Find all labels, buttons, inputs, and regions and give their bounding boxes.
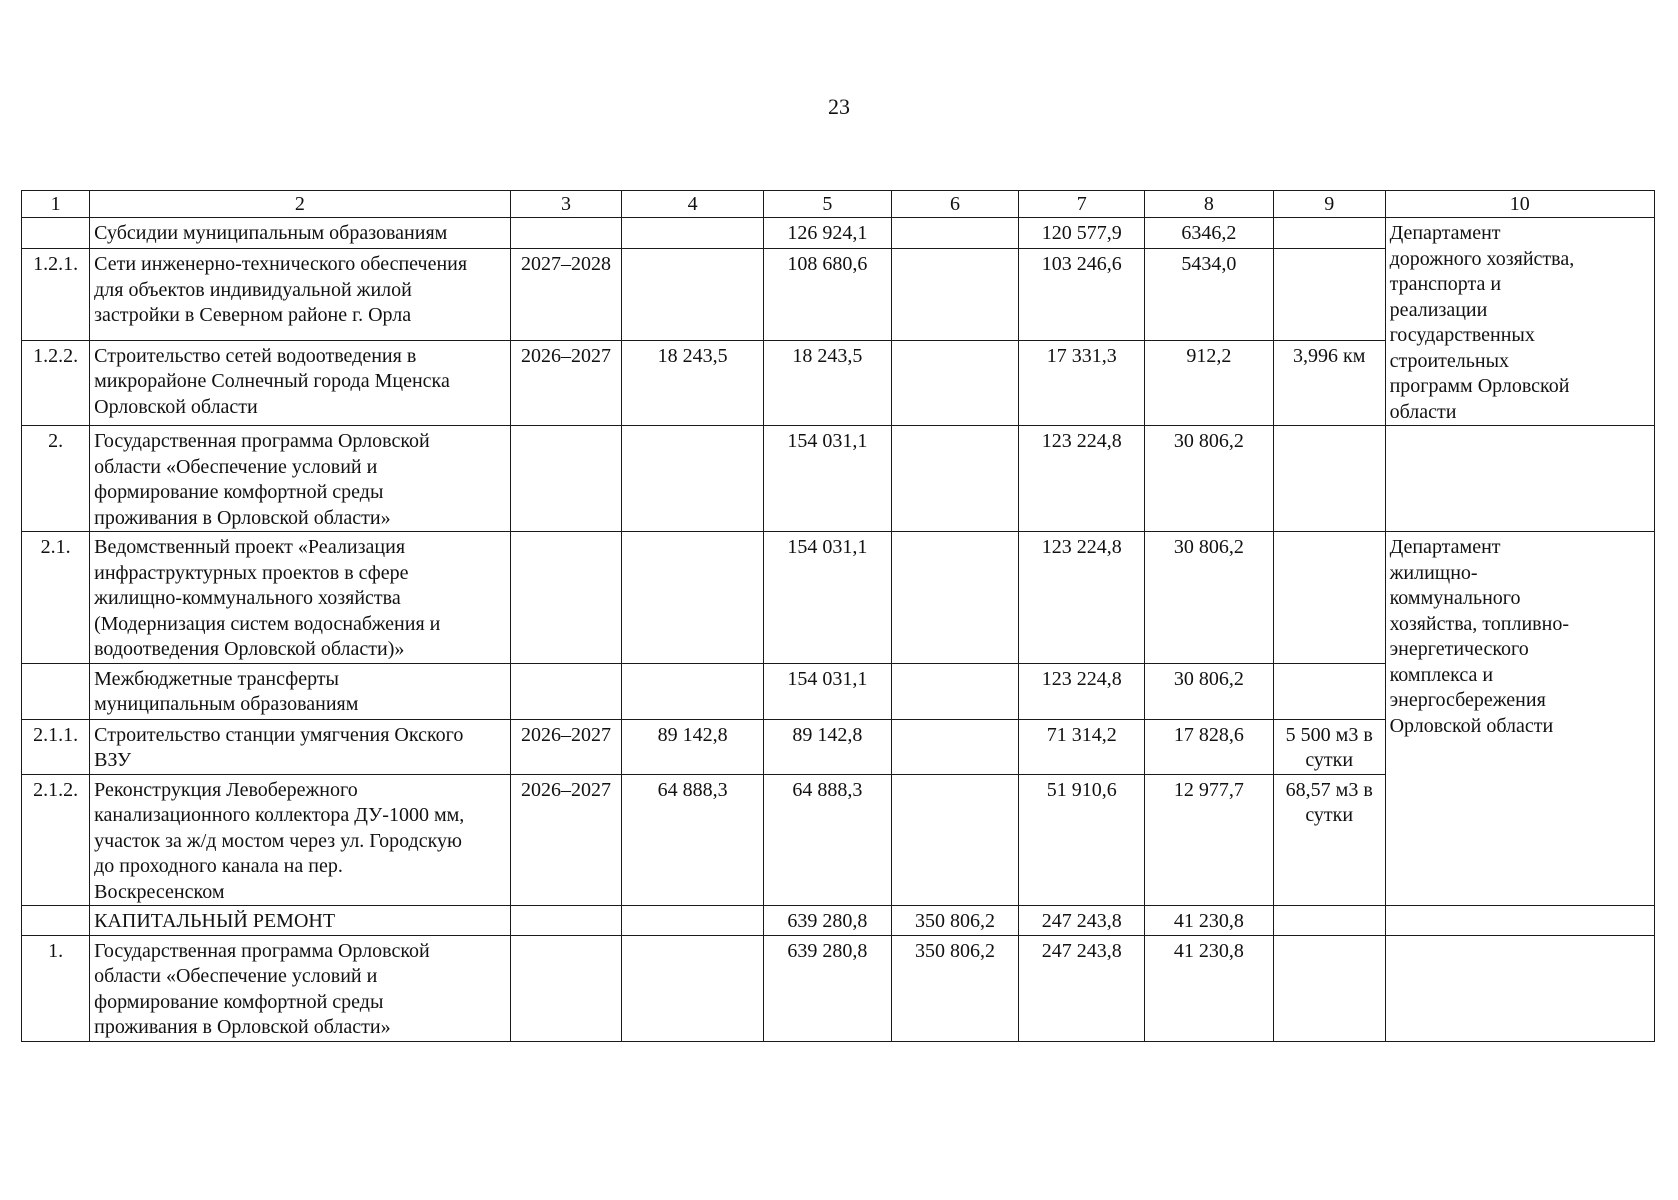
row-number-cell: 2.1.1. [22,719,90,774]
period-cell [510,218,622,249]
value-cell [891,663,1019,719]
value-cell: 154 031,1 [763,663,891,719]
value-cell: 30 806,2 [1145,663,1274,719]
period-cell: 2026–2027 [510,719,622,774]
value-cell: 64 888,3 [763,774,891,906]
value-cell: 350 806,2 [891,935,1019,1041]
value-cell: 912,2 [1145,340,1274,425]
period-cell: 2026–2027 [510,340,622,425]
value-cell: 5434,0 [1145,249,1274,341]
value-cell: 123 224,8 [1019,532,1145,664]
value-cell: 126 924,1 [763,218,891,249]
row-number-cell: 1.2.1. [22,249,90,341]
value-cell [622,218,764,249]
name-cell: Строительство станции умягчения Окского ВЗУ [90,719,510,774]
value-cell: 108 680,6 [763,249,891,341]
header-cell: 5 [763,191,891,218]
period-cell [510,663,622,719]
table-row [22,532,1655,664]
value-cell: 64 888,3 [622,774,764,906]
table-row [22,218,1655,249]
name-cell: Государственная программа Орловской области «Обеспечение условий и формирование комфортной среды проживания в Орловской области» [90,426,510,532]
name-cell: Государственная программа Орловской области «Обеспечение условий и формирование комфортной среды проживания в Орловской области» [90,935,510,1041]
header-cell: 7 [1019,191,1145,218]
value-cell [891,218,1019,249]
period-cell [510,906,622,936]
row-number-cell [22,218,90,249]
department-cell: Департамент жилищно- коммунального хозяйства, топливно- энергетического комплекса и энергосбережения Орловской области [1385,532,1654,906]
program-table [21,190,1655,1042]
value-cell: 51 910,6 [1019,774,1145,906]
value-cell: 6346,2 [1145,218,1274,249]
department-cell [1385,906,1654,936]
header-cell: 2 [90,191,510,218]
department-cell: Департамент дорожного хозяйства, транспорта и реализации государственных строительных программ Орловской области [1385,218,1654,426]
value-cell: 41 230,8 [1145,935,1274,1041]
value-cell: 17 828,6 [1145,719,1274,774]
value-cell [622,935,764,1041]
header-cell: 3 [510,191,622,218]
value-cell: 71 314,2 [1019,719,1145,774]
capacity-cell [1273,906,1385,936]
table-row [22,906,1655,936]
value-cell: 30 806,2 [1145,426,1274,532]
value-cell: 154 031,1 [763,532,891,664]
capacity-cell: 68,57 м3 в сутки [1273,774,1385,906]
period-cell [510,426,622,532]
value-cell: 41 230,8 [1145,906,1274,936]
value-cell: 89 142,8 [763,719,891,774]
period-cell [510,532,622,664]
name-cell: Строительство сетей водоотведения в микрорайоне Солнечный города Мценска Орловской области [90,340,510,425]
value-cell: 123 224,8 [1019,426,1145,532]
value-cell [891,532,1019,664]
value-cell [891,774,1019,906]
department-cell [1385,426,1654,532]
value-cell [891,340,1019,425]
table-row [22,935,1655,1041]
name-cell: Сети инженерно-технического обеспечения для объектов индивидуальной жилой застройки в Северном районе г. Орла [90,249,510,341]
value-cell: 639 280,8 [763,935,891,1041]
value-cell: 247 243,8 [1019,935,1145,1041]
value-cell: 17 331,3 [1019,340,1145,425]
value-cell: 103 246,6 [1019,249,1145,341]
name-cell: Межбюджетные трансферты муниципальным образованиям [90,663,510,719]
row-number-cell [22,663,90,719]
table-row [22,426,1655,532]
period-cell: 2027–2028 [510,249,622,341]
value-cell [622,532,764,664]
value-cell [622,663,764,719]
capacity-cell: 3,996 км [1273,340,1385,425]
value-cell: 120 577,9 [1019,218,1145,249]
header-cell: 4 [622,191,764,218]
capacity-cell [1273,426,1385,532]
capacity-cell [1273,249,1385,341]
value-cell [891,249,1019,341]
capacity-cell [1273,935,1385,1041]
row-number-cell: 1.2.2. [22,340,90,425]
period-cell [510,935,622,1041]
name-cell: Субсидии муниципальным образованиям [90,218,510,249]
name-cell: Реконструкция Левобережного канализационного коллектора ДУ-1000 мм, участок за ж/д мостом через ул. Городскую до проходного канала на пер. Воскресенском [90,774,510,906]
value-cell: 30 806,2 [1145,532,1274,664]
value-cell: 639 280,8 [763,906,891,936]
table-header-row [22,191,1655,218]
value-cell: 12 977,7 [1145,774,1274,906]
capacity-cell [1273,218,1385,249]
value-cell [891,426,1019,532]
period-cell: 2026–2027 [510,774,622,906]
value-cell: 18 243,5 [763,340,891,425]
department-cell [1385,935,1654,1041]
value-cell: 18 243,5 [622,340,764,425]
row-number-cell: 2.1. [22,532,90,664]
value-cell: 154 031,1 [763,426,891,532]
page-number: 23 [828,94,850,119]
section-title-cell: КАПИТАЛЬНЫЙ РЕМОНТ [90,906,510,936]
value-cell [622,906,764,936]
row-number-cell: 2.1.2. [22,774,90,906]
name-cell: Ведомственный проект «Реализация инфраструктурных проектов в сфере жилищно-коммунального хозяйства (Модернизация систем водоснабжения и водоотведения Орловской области)» [90,532,510,664]
value-cell: 123 224,8 [1019,663,1145,719]
header-cell: 6 [891,191,1019,218]
row-number-cell [22,906,90,936]
header-cell: 9 [1273,191,1385,218]
value-cell: 247 243,8 [1019,906,1145,936]
row-number-cell: 2. [22,426,90,532]
row-number-cell: 1. [22,935,90,1041]
capacity-cell [1273,532,1385,664]
value-cell [622,249,764,341]
header-cell: 1 [22,191,90,218]
header-cell: 8 [1145,191,1274,218]
value-cell: 350 806,2 [891,906,1019,936]
value-cell: 89 142,8 [622,719,764,774]
value-cell [891,719,1019,774]
capacity-cell [1273,663,1385,719]
header-cell: 10 [1385,191,1654,218]
value-cell [622,426,764,532]
capacity-cell: 5 500 м3 в сутки [1273,719,1385,774]
